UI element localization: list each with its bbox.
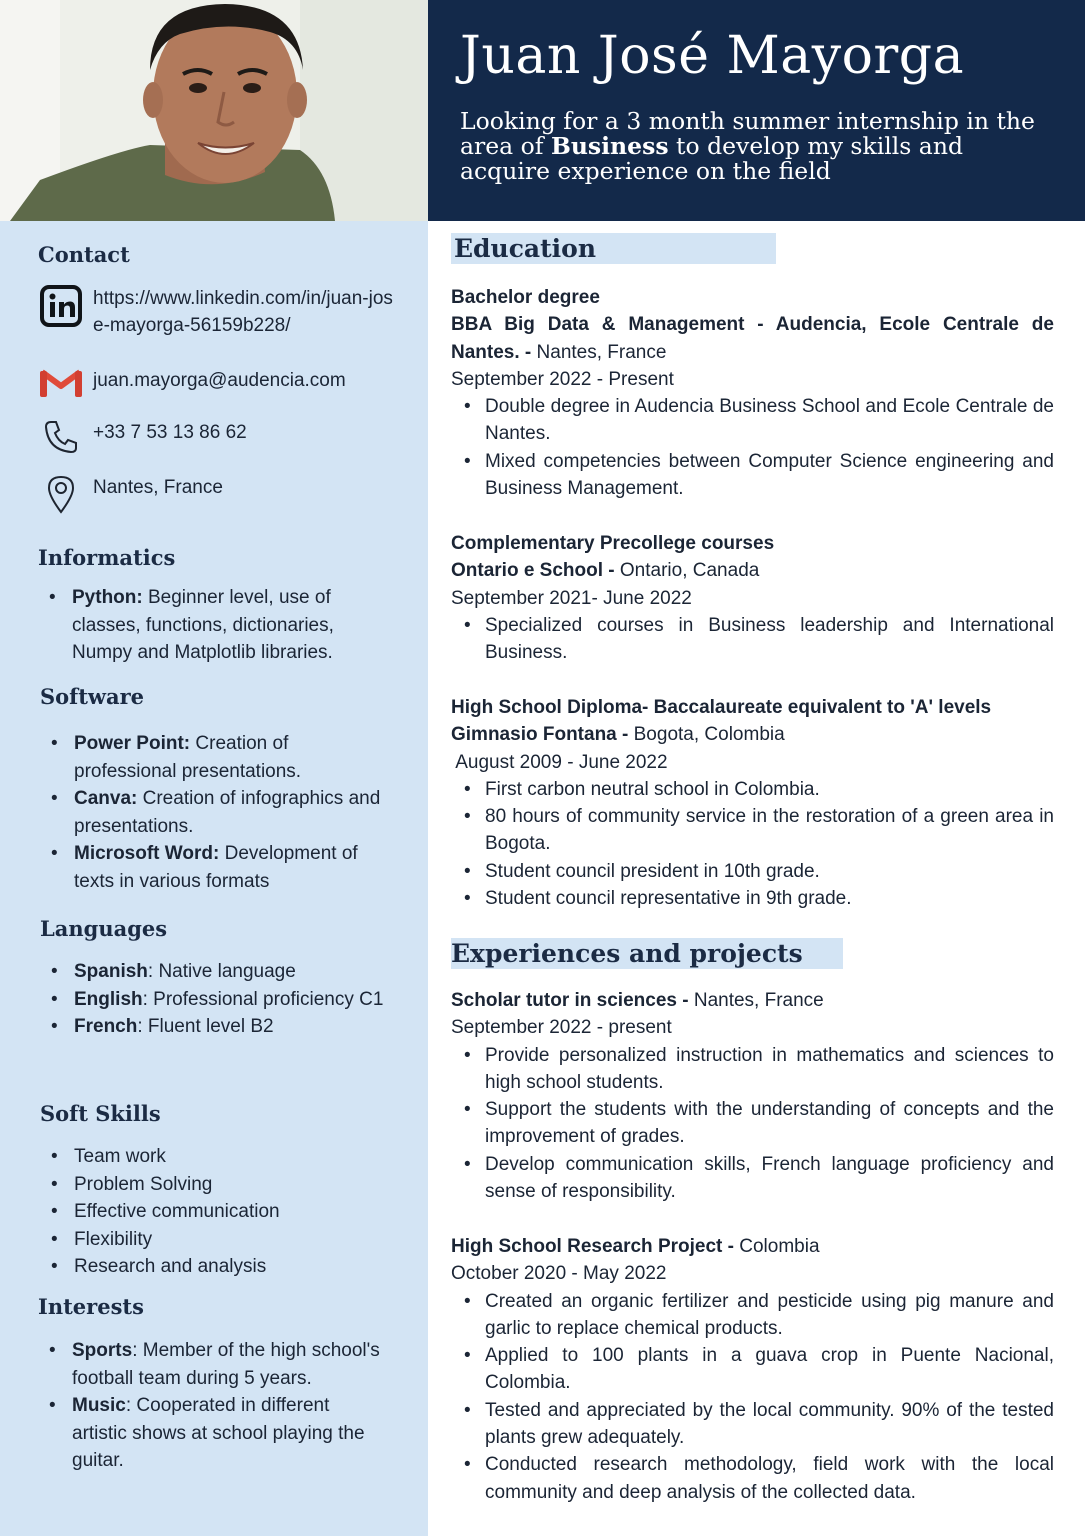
education-heading: Education bbox=[454, 234, 597, 263]
list-item: • Power Point: Creation of professional presentations. bbox=[40, 730, 390, 785]
degree-title: Bachelor degree bbox=[451, 287, 600, 308]
degree-title: Complementary Precollege courses bbox=[451, 533, 775, 554]
linkedin-icon bbox=[38, 285, 84, 327]
list-item: • Problem Solving bbox=[40, 1171, 370, 1199]
phone-icon bbox=[38, 419, 84, 455]
list-item: • Team work bbox=[40, 1143, 370, 1171]
dates: October 2020 - May 2022 bbox=[451, 1263, 667, 1285]
gmail-icon bbox=[38, 367, 84, 399]
list-item: • Microsoft Word: Development of texts in various formats bbox=[40, 840, 390, 895]
experience-heading: Experiences and projects bbox=[451, 939, 803, 968]
location-text: Nantes, France bbox=[93, 477, 223, 498]
sidebar bbox=[0, 221, 428, 1536]
dates: September 2022 - Present bbox=[451, 368, 674, 390]
list-item: • Specialized courses in Business leadership and International Business. bbox=[451, 612, 1054, 667]
list-item: • Support the students with the understanding of concepts and the improvement of grades. bbox=[451, 1096, 1054, 1151]
education-entry bbox=[451, 694, 1054, 912]
education-entry bbox=[451, 530, 1054, 666]
list-item: • Created an organic fertilizer and pesticide using pig manure and garlic to replace chemical products. bbox=[451, 1288, 1054, 1343]
role: High School Research Project - Colombia bbox=[451, 1236, 820, 1257]
list-item: • English: Professional proficiency C1 bbox=[40, 986, 385, 1014]
candidate-name: Juan José Mayorga bbox=[460, 26, 965, 86]
list-item: • 80 hours of community service in the restoration of a green area in Bogota. bbox=[451, 803, 1054, 858]
bullet-list bbox=[451, 776, 1054, 912]
list-item: • Canva: Creation of infographics and presentations. bbox=[40, 785, 390, 840]
software-heading: Software bbox=[40, 684, 145, 709]
list-item: • Double degree in Audencia Business School and Ecole Centrale de Nantes. bbox=[451, 393, 1054, 448]
institution: Gimnasio Fontana - Bogota, Colombia bbox=[451, 724, 785, 746]
languages-heading: Languages bbox=[40, 916, 168, 941]
list-item: • Effective communication bbox=[40, 1198, 370, 1226]
dates: September 2021- June 2022 bbox=[451, 587, 692, 609]
email-address[interactable]: juan.mayorga@audencia.com bbox=[93, 370, 346, 391]
education-entry bbox=[451, 284, 1054, 502]
bullet-list bbox=[451, 393, 1054, 502]
linkedin-url[interactable]: https://www.linkedin.com/in/juan-jose-mayorga-56159b228/ bbox=[93, 288, 393, 336]
bullet-list bbox=[451, 1042, 1054, 1206]
languages-list bbox=[40, 958, 385, 1041]
degree-title: High School Diploma- Baccalaureate equivalent to 'A' levels bbox=[451, 697, 992, 718]
institution: BBA Big Data & Management - Audencia, Ecole Centrale de Nantes. - Nantes, France bbox=[451, 314, 1054, 363]
list-item: • Student council representative in 9th grade. bbox=[451, 885, 1054, 912]
list-item: • First carbon neutral school in Colombia. bbox=[451, 776, 1054, 803]
phone-number[interactable]: +33 7 53 13 86 62 bbox=[93, 422, 247, 443]
main-content bbox=[428, 221, 1085, 1536]
list-item: • Tested and appreciated by the local community. 90% of the tested plants grew adequately. bbox=[451, 1397, 1054, 1452]
list-item: • Sports: Member of the high school's football team during 5 years. bbox=[38, 1337, 388, 1392]
list-item: • Student council president in 10th grade. bbox=[451, 858, 1054, 885]
contact-phone[interactable] bbox=[38, 419, 408, 455]
interests-heading: Interests bbox=[38, 1294, 144, 1319]
bullet-list bbox=[451, 1288, 1054, 1506]
list-item: • Music: Cooperated in different artistic shows at school playing the guitar. bbox=[38, 1392, 388, 1475]
contact-location bbox=[38, 474, 408, 514]
list-item: • Python: Beginner level, use of classes, functions, dictionaries, Numpy and Matplotlib libraries. bbox=[38, 584, 368, 667]
header-banner bbox=[428, 0, 1085, 221]
location-pin-icon bbox=[38, 474, 84, 514]
informatics-heading: Informatics bbox=[38, 545, 176, 570]
profile-photo bbox=[0, 0, 428, 221]
contact-email[interactable] bbox=[38, 367, 408, 399]
experience-entry bbox=[451, 1233, 1054, 1506]
list-item: • Flexibility bbox=[40, 1226, 370, 1254]
career-objective: Looking for a 3 month summer internship in the area of Business to develop my skills and acquire experience on the field bbox=[460, 107, 1035, 185]
list-item: • Develop communication skills, French language proficiency and sense of responsibility. bbox=[451, 1151, 1054, 1206]
list-item: • French: Fluent level B2 bbox=[40, 1013, 385, 1041]
experience-entry bbox=[451, 987, 1054, 1205]
contact-linkedin[interactable] bbox=[38, 285, 408, 339]
list-item: • Mixed competencies between Computer Science engineering and Business Management. bbox=[451, 448, 1054, 503]
soft-skills-list bbox=[40, 1143, 370, 1281]
institution: Ontario e School - Ontario, Canada bbox=[451, 560, 760, 582]
list-item: • Applied to 100 plants in a guava crop in Puente Nacional, Colombia. bbox=[451, 1342, 1054, 1397]
list-item: • Research and analysis bbox=[40, 1253, 370, 1281]
list-item: • Provide personalized instruction in mathematics and sciences to high school students. bbox=[451, 1042, 1054, 1097]
contact-heading: Contact bbox=[38, 242, 130, 267]
informatics-list bbox=[38, 584, 368, 667]
bullet-list bbox=[451, 612, 1054, 667]
role: Scholar tutor in sciences - Nantes, France bbox=[451, 990, 824, 1011]
list-item: • Spanish: Native language bbox=[40, 958, 385, 986]
dates: September 2022 - present bbox=[451, 1017, 672, 1039]
dates: August 2009 - June 2022 bbox=[451, 751, 668, 773]
objective-highlight: Business bbox=[550, 132, 669, 160]
list-item: • Conducted research methodology, field work with the local community and deep analysis of the collected data. bbox=[451, 1451, 1054, 1506]
soft-skills-heading: Soft Skills bbox=[40, 1101, 161, 1126]
software-list bbox=[40, 730, 390, 895]
interests-list bbox=[38, 1337, 388, 1475]
